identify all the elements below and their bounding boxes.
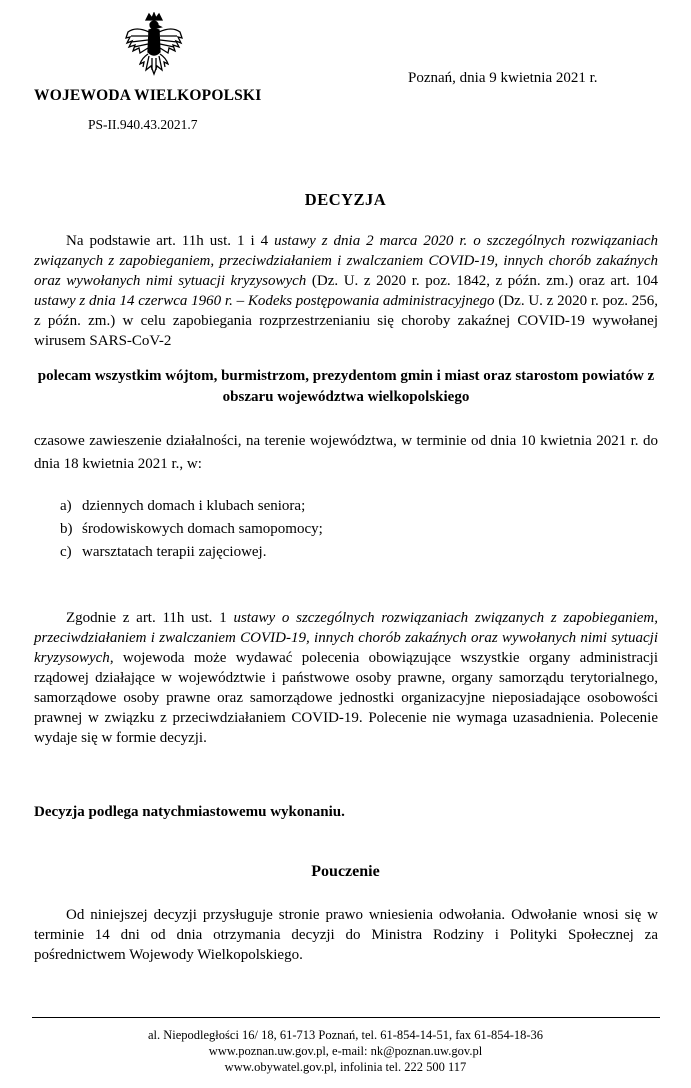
list-item-text: środowiskowych domach samopomocy; (82, 521, 323, 537)
basis-text-2: (Dz. U. z 2020 r. poz. 1842, z późn. zm.) oraz art. 104 (306, 273, 658, 289)
facility-list (60, 495, 323, 564)
command-statement: polecam wszystkim wójtom, burmistrzom, prezydentom gmin i miast oraz starostom powiatów z obszaru województwa wielkopolskiego (37, 368, 655, 405)
eagle-emblem-icon (122, 12, 186, 84)
justification-act: ustawy o szczególnych rozwiązaniach związanych z zapobieganiem, przeciwdziałaniem i zwalczaniem COVID-19, innych chorób zakaźnych oraz wywołanych nimi sytuacji kryzysowych (34, 610, 658, 666)
justification-paragraph (34, 608, 658, 748)
document-title: DECYZJA (304, 190, 387, 209)
legal-basis-paragraph (34, 231, 658, 351)
footer-website-email: www.poznan.uw.gov.pl, e-mail: nk@poznan.uw.gov.pl (208, 1044, 483, 1058)
list-item-text: dziennych domach i klubach seniora; (82, 498, 306, 514)
immediate-enforcement-note: Decyzja podlega natychmiastowemu wykonaniu. (34, 804, 345, 820)
justification-text-1: Zgodnie z art. 11h ust. 1 (66, 610, 234, 626)
list-item (60, 518, 323, 541)
place-date: Poznań, dnia 9 kwietnia 2021 r. (408, 70, 598, 86)
basis-text-1: Na podstawie art. 11h ust. 1 i 4 (66, 233, 275, 249)
issuing-office: WOJEWODA WIELKOPOLSKI (34, 87, 262, 104)
list-item (60, 495, 323, 518)
basis-text-3: (Dz. U. z 2020 r. poz. 256, z późn. zm.) w celu zapobiegania rozprzestrzenianiu się choroby zakaźnej COVID-19 wywołanej wirusem SARS-CoV-2 (34, 293, 658, 349)
list-marker: c) (60, 544, 72, 560)
list-marker: b) (60, 521, 73, 537)
list-item-text: warsztatach terapii zajęciowej. (82, 544, 267, 560)
basis-act-1: ustawy z dnia 2 marca 2020 r. o szczególnych rozwiązaniach związanych z zapobieganiem, przeciwdziałaniem i zwalczaniem COVID-19, innych chorób zakaźnych oraz wywołanych nimi sytuacji kryzysowych (34, 233, 659, 289)
instruction-paragraph: Od niniejszej decyzji przysługuje stronie prawo wniesienia odwołania. Odwołanie wnosi się w terminie 14 dni od dnia otrzymania decyzji do Ministra Rodziny i Polityki Społecznej za pośrednictwem Wojewody Wielkopolskiego. (34, 907, 658, 963)
basis-act-2: ustawy z dnia 14 czerwca 1960 r. – Kodeks postępowania administracyjnego (34, 293, 495, 309)
suspension-paragraph: czasowe zawieszenie działalności, na terenie województwa, w terminie od dnia 10 kwietnia 2021 r. do dnia 18 kwietnia 2021 r., w: (34, 433, 658, 472)
list-item (60, 541, 323, 564)
instruction-heading: Pouczenie (311, 863, 380, 880)
footer-hotline: www.obywatel.gov.pl, infolinia tel. 222 500 117 (224, 1060, 467, 1074)
footer-divider (32, 1017, 660, 1018)
list-marker: a) (60, 498, 72, 514)
footer (0, 1027, 691, 1075)
footer-address: al. Niepodległości 16/ 18, 61-713 Poznań, tel. 61-854-14-51, fax 61-854-18-36 (147, 1028, 544, 1042)
reference-number: PS-II.940.43.2021.7 (88, 117, 198, 132)
justification-text-2: , wojewoda może wydawać polecenia obowiązujące wszystkie organy administracji rządowej działające w województwie i państwowe osoby prawne, organy samorządu terytorialnego, samorządowe osoby prawne oraz samorządowe jednostki organizacyjne nieposiadające osobowości prawnej w związku z przeciwdziałaniem COVID-19. Polecenie nie wymaga uzasadnienia. Polecenie wydaje się w formie decyzji. (34, 650, 658, 746)
